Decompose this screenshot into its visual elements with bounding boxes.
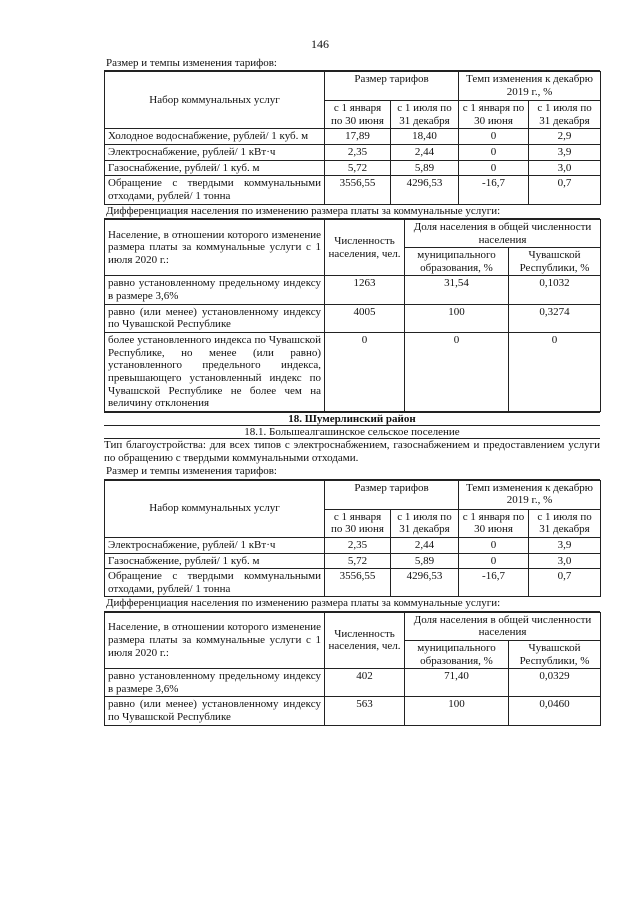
tariff-table (104, 480, 601, 598)
pop-share-rep: 0 (509, 332, 601, 411)
tariff-jul: 5,89 (391, 553, 459, 569)
tariff-caption: Размер и темпы изменения тарифов: (104, 465, 600, 479)
tariff-jan: 3556,55 (325, 569, 391, 597)
diff-table (104, 219, 601, 412)
tariff-jul: 18,40 (391, 129, 459, 145)
col-size-header: Размер тарифов (325, 72, 459, 101)
col-size-header: Размер тарифов (325, 480, 459, 509)
pop-count: 1263 (325, 276, 405, 304)
tariff-table (104, 71, 601, 204)
pop-count: 4005 (325, 304, 405, 332)
sub-mun: муниципального образования, % (405, 248, 509, 276)
col-service-header: Набор коммунальных услуг (105, 480, 325, 537)
col-rate-header: Темп изменения к декабрю 2019 г., % (459, 72, 601, 101)
improvement-type-text: Тип благоустройства: для всех типов с электроснабжением, газоснабжением и предоставлением услуги по обращению с твердыми коммунальными отходами. (104, 439, 600, 465)
sub-jul: с 1 июля по 31 декабря (529, 509, 601, 537)
table-row (105, 304, 601, 332)
service-name: Обращение с твердыми коммунальными отходами, рублей/ 1 тонна (105, 176, 325, 204)
rate-jan: 0 (459, 145, 529, 161)
pop-share-mun: 100 (405, 697, 509, 725)
rate-jul: 3,9 (529, 145, 601, 161)
pop-count: 402 (325, 669, 405, 697)
rate-jan: -16,7 (459, 176, 529, 204)
tariff-jul: 4296,53 (391, 176, 459, 204)
rate-jan: 0 (459, 537, 529, 553)
table-row (105, 276, 601, 304)
table-row (105, 129, 601, 145)
table-row (105, 332, 601, 411)
rate-jul: 3,0 (529, 553, 601, 569)
tariff-jan: 5,72 (325, 553, 391, 569)
rate-jan: -16,7 (459, 569, 529, 597)
pop-share-mun: 31,54 (405, 276, 509, 304)
tariff-jul: 2,44 (391, 537, 459, 553)
col-pop-header: Население, в отношении которого изменение размера платы за коммунальные услуги с 1 июля 2020 г.: (105, 612, 325, 669)
table-row (105, 553, 601, 569)
sub-rep: Чувашской Республики, % (509, 640, 601, 668)
table-row (105, 160, 601, 176)
tariff-jul: 4296,53 (391, 569, 459, 597)
tariff-jul: 5,89 (391, 160, 459, 176)
tariff-jan: 17,89 (325, 129, 391, 145)
rate-jul: 0,7 (529, 569, 601, 597)
sub-jan: с 1 января по 30 июня (459, 101, 529, 129)
tariff-jul: 2,44 (391, 145, 459, 161)
table-row (105, 176, 601, 204)
pop-share-rep: 0,1032 (509, 276, 601, 304)
table-row (105, 697, 601, 725)
col-share-header: Доля населения в общей численности населения (405, 612, 601, 640)
pop-condition: равно установленному предельному индексу в размере 3,6% (105, 669, 325, 697)
tariff-jan: 5,72 (325, 160, 391, 176)
col-pop-header: Население, в отношении которого изменение размера платы за коммунальные услуги с 1 июля 2020 г.: (105, 219, 325, 276)
sub-jul: с 1 июля по 31 декабря (391, 509, 459, 537)
rate-jul: 3,9 (529, 537, 601, 553)
service-name: Электроснабжение, рублей/ 1 кВт·ч (105, 145, 325, 161)
tariff-jan: 3556,55 (325, 176, 391, 204)
page-number: 146 (311, 37, 329, 51)
diff-table (104, 612, 601, 726)
col-share-header: Доля населения в общей численности населения (405, 219, 601, 247)
pop-count: 0 (325, 332, 405, 411)
sub-jul: с 1 июля по 31 декабря (391, 101, 459, 129)
service-name: Газоснабжение, рублей/ 1 куб. м (105, 553, 325, 569)
pop-share-rep: 0,0460 (509, 697, 601, 725)
page-content (104, 57, 600, 726)
sub-jan: с 1 января по 30 июня (325, 101, 391, 129)
tariff-jan: 2,35 (325, 145, 391, 161)
service-name: Электроснабжение, рублей/ 1 кВт·ч (105, 537, 325, 553)
col-count-header: Численность населения, чел. (325, 219, 405, 276)
rate-jan: 0 (459, 160, 529, 176)
pop-condition: равно (или менее) установленному индексу по Чувашской Республике (105, 697, 325, 725)
sub-jan: с 1 января по 30 июня (459, 509, 529, 537)
sub-jul: с 1 июля по 31 декабря (529, 101, 601, 129)
table-row (105, 537, 601, 553)
pop-share-rep: 0,0329 (509, 669, 601, 697)
col-count-header: Численность населения, чел. (325, 612, 405, 669)
sub-jan: с 1 января по 30 июня (325, 509, 391, 537)
service-name: Холодное водоснабжение, рублей/ 1 куб. м (105, 129, 325, 145)
pop-share-mun: 0 (405, 332, 509, 411)
rate-jul: 3,0 (529, 160, 601, 176)
col-rate-header: Темп изменения к декабрю 2019 г., % (459, 480, 601, 509)
service-name: Обращение с твердыми коммунальными отходами, рублей/ 1 тонна (105, 569, 325, 597)
rate-jul: 0,7 (529, 176, 601, 204)
pop-share-mun: 100 (405, 304, 509, 332)
pop-condition: равно установленному предельному индексу в размере 3,6% (105, 276, 325, 304)
pop-condition: более установленного индекса по Чувашской Республике, но менее (или равно) установленного предельного индекса, превышающего установленный индекс по Чувашской Республике не более чем на величину отклонения (105, 332, 325, 411)
pop-condition: равно (или менее) установленному индексу по Чувашской Республике (105, 304, 325, 332)
pop-count: 563 (325, 697, 405, 725)
rate-jul: 2,9 (529, 129, 601, 145)
rate-jan: 0 (459, 129, 529, 145)
diff-caption: Дифференциация населения по изменению размера платы за коммунальные услуги: (104, 205, 600, 219)
section-title: 18. Шумерлинский район (104, 412, 600, 426)
diff-caption: Дифференциация населения по изменению размера платы за коммунальные услуги: (104, 597, 600, 611)
tariff-caption: Размер и темпы изменения тарифов: (104, 57, 600, 71)
tariff-jan: 2,35 (325, 537, 391, 553)
sub-rep: Чувашской Республики, % (509, 248, 601, 276)
table-row (105, 669, 601, 697)
pop-share-rep: 0,3274 (509, 304, 601, 332)
subsection-title: 18.1. Большеалгашинское сельское поселение (104, 426, 600, 439)
pop-share-mun: 71,40 (405, 669, 509, 697)
col-service-header: Набор коммунальных услуг (105, 72, 325, 129)
table-row (105, 569, 601, 597)
table-row (105, 145, 601, 161)
rate-jan: 0 (459, 553, 529, 569)
service-name: Газоснабжение, рублей/ 1 куб. м (105, 160, 325, 176)
sub-mun: муниципального образования, % (405, 640, 509, 668)
